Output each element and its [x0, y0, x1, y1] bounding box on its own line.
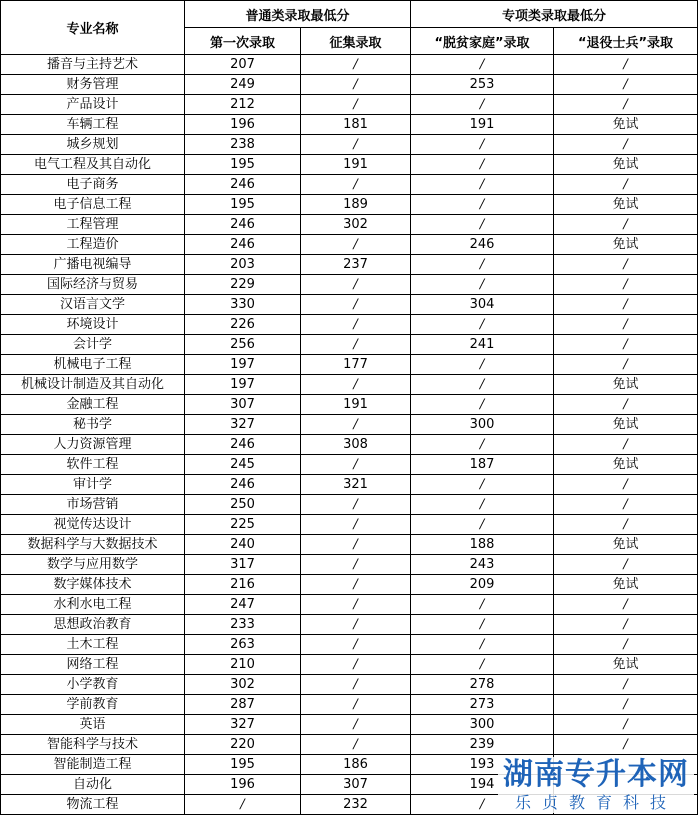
veteran-cell: /: [554, 315, 698, 335]
first-round-cell: 195: [185, 195, 301, 215]
major-cell: 思想政治教育: [1, 615, 185, 635]
major-cell: 车辆工程: [1, 115, 185, 135]
major-cell: 播音与主持艺术: [1, 55, 185, 75]
table-row: [1, 275, 698, 295]
first-round-cell: 195: [185, 155, 301, 175]
table-row: [1, 555, 698, 575]
supplementary-header: 征集录取: [301, 28, 411, 55]
table-row: [1, 475, 698, 495]
veteran-cell: /: [554, 635, 698, 655]
poverty-cell: 187: [411, 455, 554, 475]
major-cell: 数据科学与大数据技术: [1, 535, 185, 555]
veteran-cell: /: [554, 715, 698, 735]
table-row: [1, 495, 698, 515]
major-cell: 广播电视编导: [1, 255, 185, 275]
table-row: [1, 395, 698, 415]
first-round-cell: 220: [185, 735, 301, 755]
first-round-header: 第一次录取: [185, 28, 301, 55]
first-round-cell: 245: [185, 455, 301, 475]
special-group-header: 专项类录取最低分: [411, 1, 698, 28]
major-cell: 机械设计制造及其自动化: [1, 375, 185, 395]
veteran-cell: 免试: [554, 575, 698, 595]
supplementary-cell: /: [301, 655, 411, 675]
major-cell: 市场营销: [1, 495, 185, 515]
veteran-cell: /: [554, 515, 698, 535]
poverty-cell: /: [411, 255, 554, 275]
table-row: [1, 175, 698, 195]
major-cell: 视觉传达设计: [1, 515, 185, 535]
first-round-cell: 196: [185, 775, 301, 795]
poverty-cell: 253: [411, 75, 554, 95]
veteran-cell: 免试: [554, 235, 698, 255]
supplementary-cell: /: [301, 635, 411, 655]
supplementary-cell: 237: [301, 255, 411, 275]
major-cell: 自动化: [1, 775, 185, 795]
poverty-cell: /: [411, 395, 554, 415]
poverty-cell: 239: [411, 735, 554, 755]
header-row-top: [1, 1, 698, 28]
first-round-cell: 216: [185, 575, 301, 595]
veteran-cell: /: [554, 695, 698, 715]
major-cell: 产品设计: [1, 95, 185, 115]
watermark-subtitle: 乐贞教育科技: [514, 793, 677, 812]
poverty-cell: /: [411, 135, 554, 155]
first-round-cell: 233: [185, 615, 301, 635]
supplementary-cell: 232: [301, 795, 411, 815]
veteran-cell: /: [554, 75, 698, 95]
veteran-cell: 免试: [554, 535, 698, 555]
supplementary-cell: /: [301, 335, 411, 355]
veteran-cell: 免试: [554, 655, 698, 675]
veteran-cell: 免试: [554, 375, 698, 395]
table-row: [1, 655, 698, 675]
table-row: [1, 415, 698, 435]
poverty-cell: 241: [411, 335, 554, 355]
table-row: [1, 235, 698, 255]
veteran-cell: /: [554, 355, 698, 375]
supplementary-cell: /: [301, 715, 411, 735]
first-round-cell: 246: [185, 235, 301, 255]
supplementary-cell: /: [301, 375, 411, 395]
table-row: [1, 635, 698, 655]
first-round-cell: 317: [185, 555, 301, 575]
table-row: [1, 375, 698, 395]
poverty-cell: 246: [411, 235, 554, 255]
supplementary-cell: /: [301, 555, 411, 575]
major-cell: 人力资源管理: [1, 435, 185, 455]
major-cell: 国际经济与贸易: [1, 275, 185, 295]
first-round-cell: 225: [185, 515, 301, 535]
poverty-cell: 188: [411, 535, 554, 555]
veteran-cell: /: [554, 95, 698, 115]
veteran-cell: /: [554, 255, 698, 275]
veteran-cell: 免试: [554, 115, 698, 135]
poverty-cell: 191: [411, 115, 554, 135]
first-round-cell: 246: [185, 435, 301, 455]
major-cell: 软件工程: [1, 455, 185, 475]
major-cell: 数学与应用数学: [1, 555, 185, 575]
poverty-cell: /: [411, 215, 554, 235]
first-round-cell: 212: [185, 95, 301, 115]
supplementary-cell: /: [301, 95, 411, 115]
veteran-cell: /: [554, 55, 698, 75]
poverty-cell: /: [411, 435, 554, 455]
supplementary-cell: 191: [301, 395, 411, 415]
major-cell: 工程造价: [1, 235, 185, 255]
table-row: [1, 95, 698, 115]
veteran-cell: /: [554, 295, 698, 315]
table-row: [1, 155, 698, 175]
first-round-cell: 207: [185, 55, 301, 75]
table-row: [1, 675, 698, 695]
poverty-cell: 304: [411, 295, 554, 315]
supplementary-cell: /: [301, 175, 411, 195]
major-cell: 金融工程: [1, 395, 185, 415]
veteran-cell: 免试: [554, 455, 698, 475]
veteran-cell: /: [554, 675, 698, 695]
first-round-cell: /: [185, 795, 301, 815]
poverty-cell: 273: [411, 695, 554, 715]
supplementary-cell: /: [301, 735, 411, 755]
major-cell: 智能制造工程: [1, 755, 185, 775]
supplementary-cell: /: [301, 455, 411, 475]
first-round-cell: 327: [185, 415, 301, 435]
first-round-cell: 197: [185, 355, 301, 375]
supplementary-cell: 308: [301, 435, 411, 455]
site-watermark: [498, 757, 694, 813]
major-cell: 机械电子工程: [1, 355, 185, 375]
first-round-cell: 249: [185, 75, 301, 95]
major-cell: 秘书学: [1, 415, 185, 435]
supplementary-cell: /: [301, 135, 411, 155]
poverty-cell: 209: [411, 575, 554, 595]
major-cell: 电子信息工程: [1, 195, 185, 215]
supplementary-cell: 181: [301, 115, 411, 135]
table-row: [1, 215, 698, 235]
major-cell: 网络工程: [1, 655, 185, 675]
poverty-cell: /: [411, 595, 554, 615]
first-round-cell: 327: [185, 715, 301, 735]
supplementary-cell: /: [301, 315, 411, 335]
supplementary-cell: /: [301, 415, 411, 435]
veteran-cell: /: [554, 435, 698, 455]
major-cell: 审计学: [1, 475, 185, 495]
table-row: [1, 455, 698, 475]
major-cell: 会计学: [1, 335, 185, 355]
first-round-cell: 240: [185, 535, 301, 555]
veteran-cell: /: [554, 615, 698, 635]
first-round-cell: 302: [185, 675, 301, 695]
poverty-cell: /: [411, 195, 554, 215]
major-cell: 汉语言文学: [1, 295, 185, 315]
first-round-cell: 287: [185, 695, 301, 715]
table-row: [1, 55, 698, 75]
poverty-cell: /: [411, 515, 554, 535]
first-round-cell: 246: [185, 215, 301, 235]
poverty-cell: 193: [411, 755, 554, 775]
table-row: [1, 695, 698, 715]
veteran-cell: /: [554, 495, 698, 515]
veteran-cell: /: [554, 395, 698, 415]
veteran-cell: 免试: [554, 195, 698, 215]
table-row: [1, 435, 698, 455]
veteran-cell: /: [554, 335, 698, 355]
poverty-cell: /: [411, 635, 554, 655]
major-cell: 城乡规划: [1, 135, 185, 155]
first-round-cell: 246: [185, 175, 301, 195]
poverty-cell: /: [411, 375, 554, 395]
first-round-cell: 307: [185, 395, 301, 415]
poverty-cell: /: [411, 55, 554, 75]
first-round-cell: 256: [185, 335, 301, 355]
supplementary-cell: 186: [301, 755, 411, 775]
table-row: [1, 595, 698, 615]
table-row: [1, 135, 698, 155]
first-round-cell: 226: [185, 315, 301, 335]
first-round-cell: 247: [185, 595, 301, 615]
poverty-cell: /: [411, 495, 554, 515]
supplementary-cell: /: [301, 515, 411, 535]
table-row: [1, 535, 698, 555]
first-round-cell: 263: [185, 635, 301, 655]
veteran-cell: /: [554, 175, 698, 195]
veteran-cell: /: [554, 555, 698, 575]
supplementary-cell: /: [301, 615, 411, 635]
veteran-cell: 免试: [554, 415, 698, 435]
table-row: [1, 615, 698, 635]
supplementary-cell: /: [301, 235, 411, 255]
table-row: [1, 715, 698, 735]
first-round-cell: 210: [185, 655, 301, 675]
table-row: [1, 335, 698, 355]
major-cell: 物流工程: [1, 795, 185, 815]
major-cell: 工程管理: [1, 215, 185, 235]
poverty-cell: 243: [411, 555, 554, 575]
supplementary-cell: /: [301, 75, 411, 95]
veteran-cell: /: [554, 215, 698, 235]
poverty-cell: /: [411, 615, 554, 635]
veteran-cell: /: [554, 595, 698, 615]
supplementary-cell: 321: [301, 475, 411, 495]
table-row: [1, 515, 698, 535]
poverty-cell: /: [411, 275, 554, 295]
first-round-cell: 246: [185, 475, 301, 495]
supplementary-cell: /: [301, 275, 411, 295]
poverty-cell: 300: [411, 415, 554, 435]
major-cell: 小学教育: [1, 675, 185, 695]
table-row: [1, 355, 698, 375]
major-cell: 英语: [1, 715, 185, 735]
first-round-cell: 195: [185, 755, 301, 775]
poverty-cell: /: [411, 355, 554, 375]
poverty-cell: 194: [411, 775, 554, 795]
first-round-cell: 238: [185, 135, 301, 155]
major-cell: 水利水电工程: [1, 595, 185, 615]
veteran-cell: /: [554, 475, 698, 495]
table-row: [1, 255, 698, 275]
supplementary-cell: /: [301, 295, 411, 315]
poverty-cell: 278: [411, 675, 554, 695]
supplementary-cell: /: [301, 535, 411, 555]
veteran-cell: /: [554, 735, 698, 755]
table-row: [1, 735, 698, 755]
major-cell: 财务管理: [1, 75, 185, 95]
poverty-cell: /: [411, 175, 554, 195]
watermark-title: 湖南专升本网: [503, 757, 689, 792]
veteran-cell: /: [554, 135, 698, 155]
first-round-cell: 250: [185, 495, 301, 515]
first-round-cell: 330: [185, 295, 301, 315]
poverty-cell: /: [411, 475, 554, 495]
major-cell: 电子商务: [1, 175, 185, 195]
table-row: [1, 195, 698, 215]
table-body: [1, 55, 698, 815]
supplementary-cell: 302: [301, 215, 411, 235]
table-row: [1, 115, 698, 135]
poverty-cell: /: [411, 95, 554, 115]
first-round-cell: 197: [185, 375, 301, 395]
supplementary-cell: 177: [301, 355, 411, 375]
veteran-cell: /: [554, 275, 698, 295]
poverty-cell: /: [411, 155, 554, 175]
first-round-cell: 203: [185, 255, 301, 275]
supplementary-cell: /: [301, 55, 411, 75]
poverty-cell: 300: [411, 715, 554, 735]
supplementary-cell: 191: [301, 155, 411, 175]
veteran-header: “退役士兵”录取: [554, 28, 698, 55]
table-row: [1, 75, 698, 95]
major-cell: 电气工程及其自动化: [1, 155, 185, 175]
supplementary-cell: /: [301, 675, 411, 695]
major-cell: 智能科学与技术: [1, 735, 185, 755]
supplementary-cell: /: [301, 495, 411, 515]
table-row: [1, 575, 698, 595]
supplementary-cell: 189: [301, 195, 411, 215]
major-cell: 环境设计: [1, 315, 185, 335]
general-group-header: 普通类录取最低分: [185, 1, 411, 28]
major-cell: 学前教育: [1, 695, 185, 715]
veteran-cell: 免试: [554, 155, 698, 175]
poverty-cell: /: [411, 315, 554, 335]
poverty-header: “脱贫家庭”录取: [411, 28, 554, 55]
poverty-cell: /: [411, 795, 554, 815]
first-round-cell: 196: [185, 115, 301, 135]
major-cell: 土木工程: [1, 635, 185, 655]
supplementary-cell: /: [301, 595, 411, 615]
poverty-cell: /: [411, 655, 554, 675]
major-cell: 数字媒体技术: [1, 575, 185, 595]
first-round-cell: 229: [185, 275, 301, 295]
table-row: [1, 315, 698, 335]
major-header: 专业名称: [1, 1, 185, 55]
supplementary-cell: /: [301, 695, 411, 715]
supplementary-cell: /: [301, 575, 411, 595]
table-row: [1, 295, 698, 315]
supplementary-cell: 307: [301, 775, 411, 795]
